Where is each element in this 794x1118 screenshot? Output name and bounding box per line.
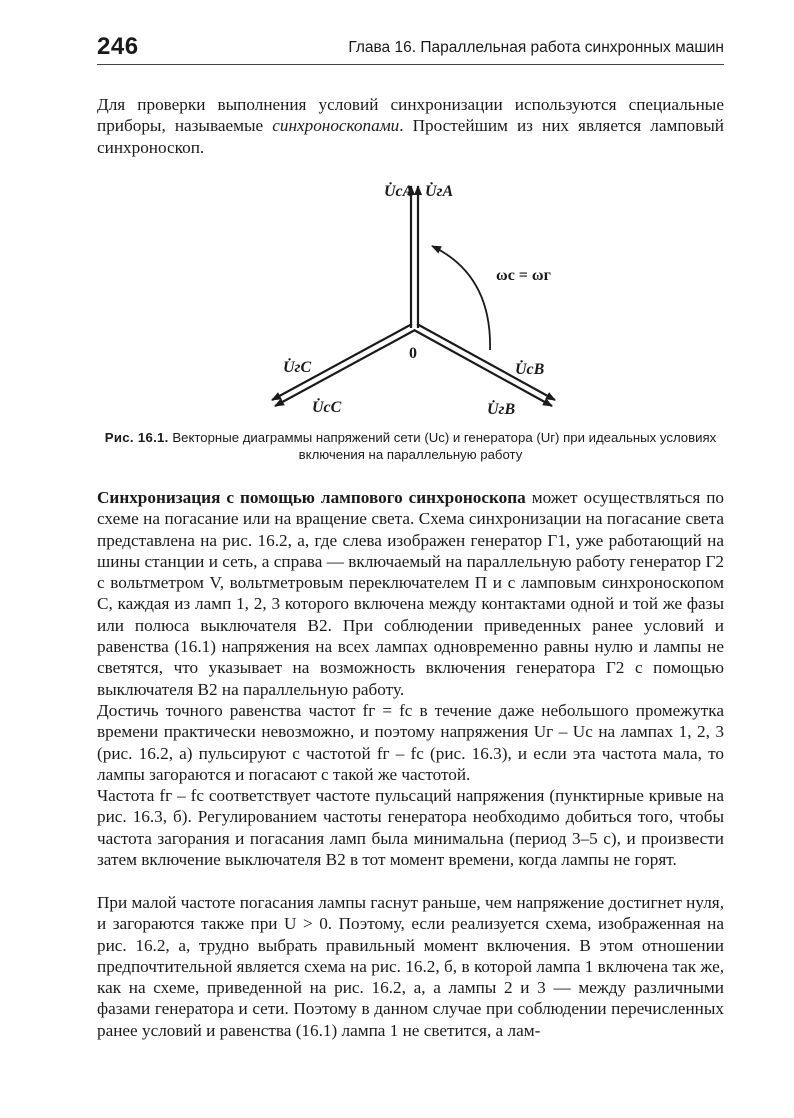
label-u-ca: U̇cA [384, 183, 414, 200]
caption-text: Векторные диаграммы напряжений сети (Uс) и генератора (Uг) при идеальных условиях включения на параллельную работу [168, 430, 717, 462]
intro-emphasis: синхроноскопами [272, 116, 400, 136]
intro-text-a: Для проверки выполнения условий синхронизации используются специальные приборы, называемые [97, 95, 724, 136]
figure-caption [97, 430, 724, 463]
caption-label: Рис. 16.1. [104, 430, 169, 445]
paragraph-frequency-text: Достичь точного равенства частот fг = fс в течение даже небольшого промежутка времени практически невозможно, и поэтому напряжения Uг – Uс на лампах 1, 2, 3 (рис. 16.2, а) пульсируют с частотой fг – fс (рис. 16.3), и если эта частота мала, то лампы загораются и погасают с такой же частотой. [97, 701, 724, 784]
vector-diagram [0, 170, 794, 430]
rotation-arc [432, 246, 490, 350]
paragraph-bold-lead: Синхронизация с помощью лампового синхроноскопа [97, 488, 526, 507]
paragraph-pulsation [97, 785, 724, 870]
header-rule [97, 64, 724, 65]
label-u-cc: U̇cC [312, 399, 342, 416]
paragraph-pulsation-text: Частота fг – fс соответствует частоте пульсаций напряжения (пунктирные кривые на рис. 16.3, б). Регулированием частоты генератора необходимо добиться того, чтобы частота загорания и погасания ламп была минимальна (период 3–5 с), и произвести затем включение выключателя В2 в тот момент времени, когда лампы не горят. [97, 786, 724, 869]
paragraph-low-frequency [97, 892, 724, 1041]
page-number: 246 [97, 33, 139, 60]
intro-text-b: . Простейшим из них является ламповый синхроноскоп. [97, 116, 724, 157]
label-u-cb: U̇cB [515, 361, 545, 378]
label-origin: 0 [409, 345, 417, 362]
label-omega: ωс = ωг [496, 267, 551, 284]
paragraph-frequency [97, 700, 724, 785]
intro-paragraph [97, 94, 724, 158]
running-title: Глава 16. Параллельная работа синхронных машин [348, 39, 724, 56]
label-u-gc: U̇гC [283, 359, 312, 376]
label-u-gb: U̇гB [487, 401, 516, 418]
paragraph-low-frequency-text: При малой частоте погасания лампы гаснут раньше, чем напряжение достигнет нуля, и загораются также при U > 0. Поэтому, если реализуется схема, изображенная на рис. 16.2, а, трудно выбрать правильный момент включения. В этом отношении предпочтительной является схема на рис. 16.2, б, в которой лампа 1 включена так же, как на схеме, приведенной на рис. 16.2, а, а лампы 2 и 3 — между различными фазами генератора и сети. Поэтому в данном случае при соблюдении перечисленных ранее условий и равенства (16.1) лампа 1 не светится, а лам- [97, 893, 724, 1040]
paragraph-lamp-text: может осуществляться по схеме на погасание или на вращение света. Схема синхронизации на погасание света представлена на рис. 16.2, а, где слева изображен генератор Г1, уже работающий на шины станции и сеть, а справа — включаемый на параллельную работу генератор Г2 с вольтметром V, вольтметровым переключателем П и с ламповым синхроноскопом С, каждая из ламп 1, 2, 3 которого включена между контактами одной и той же фазы или полюса выключателя В2. При соблюдении приведенных ранее условий и равенства (16.1) напряжения на всех лампах одновременно равны нулю и лампы не светятся, что указывает на возможность включения генератора Г2 с помощью выключателя В2 на параллельную работу. [97, 488, 725, 699]
label-u-ga: U̇гA [425, 183, 454, 200]
paragraph-lamp-synchroscope [97, 487, 724, 700]
